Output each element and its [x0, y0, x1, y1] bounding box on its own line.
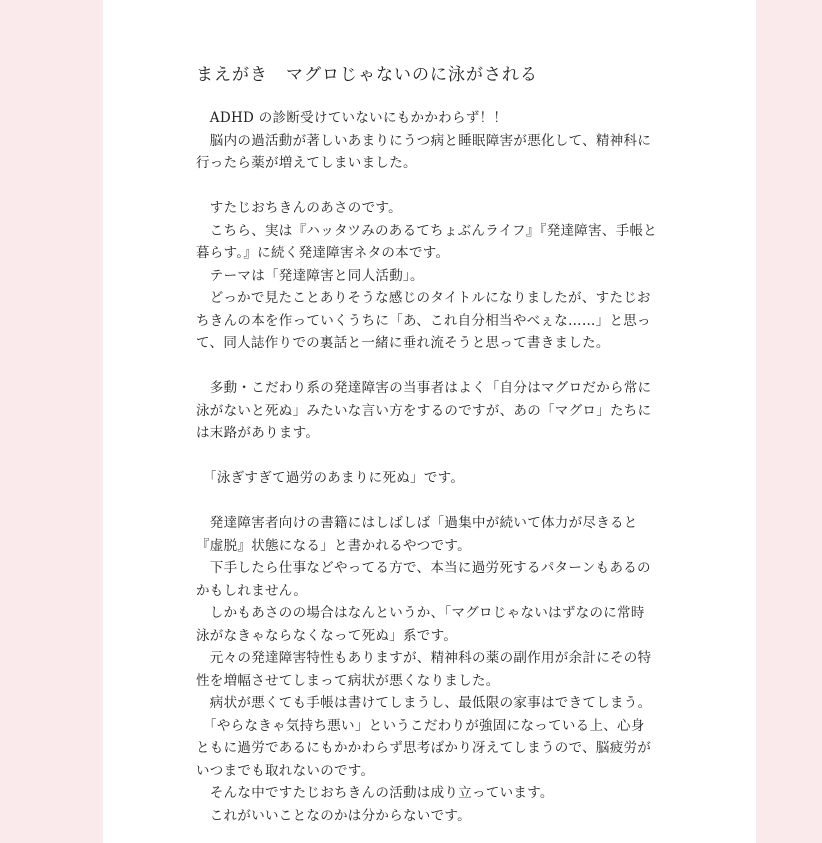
- text-line: 発達障害者向けの書籍にはしばしば「過集中が続いて体力が尽きると: [196, 515, 638, 531]
- text-line: いつまでも取れないのです。: [196, 762, 375, 779]
- text-line: て、同人誌作りでの裏話と一緒に垂れ流そうと思って書きました。: [196, 335, 610, 351]
- text-line: しかもあさのの場合はなんというか、「マグロじゃないはずなのに常時: [196, 605, 645, 621]
- text-line: どっかで見たことありそうな感じのタイトルになりましたが、すたじお: [196, 290, 651, 306]
- text-line: 下手したら仕事などやってる方で、本当に過労死するパターンもあるの: [196, 560, 651, 576]
- paragraph-break: [196, 490, 670, 513]
- paragraph-break: [196, 355, 670, 378]
- text-line: テーマは「発達障害と同人活動」。: [196, 267, 424, 284]
- text-line: 泳がなきゃならなくなって死ぬ」系です。: [196, 627, 458, 644]
- text-line: すたじおちきんのあさのです。: [196, 200, 402, 216]
- text-line: は末路があります。: [196, 425, 320, 441]
- paragraph-break: [196, 175, 670, 198]
- text-line: 「やらなきゃ気持ち悪い」というこだわりが強固になっている上、心身: [196, 717, 645, 734]
- text-line: ともに過労であるにもかかわらず思考ばかり冴えてしまうので、脳疲労が: [196, 740, 652, 756]
- text-line: これがいいことなのかは分からないです。: [196, 807, 471, 824]
- text-line: かもしれません。: [196, 582, 308, 599]
- text-line: 『虚脱』状態になる」と書かれるやつです。: [196, 537, 471, 554]
- text-line: 元々の発達障害特性もありますが、精神科の薬の副作用が余計にその特: [196, 650, 652, 666]
- text-line: こちら、実は『ハッタツみのあるてちょぶんライフ』『発達障害、手帳と: [196, 222, 658, 239]
- document-page: [103, 0, 756, 843]
- text-line: 「泳ぎすぎて過労のあまりに死ぬ」です。: [196, 470, 465, 486]
- text-line: 行ったら薬が増えてしまいました。: [196, 155, 417, 171]
- chapter-title: まえがき マグロじゃないのに泳がされる: [196, 65, 538, 85]
- text-line: 多動・こだわり系の発達障害の当事者はよく「自分はマグロだから常に: [196, 380, 652, 396]
- text-line: 暮らす。』に続く発達障害ネタの本です。: [196, 245, 450, 261]
- paragraph-break: [196, 445, 670, 468]
- text-line: 泳がないと死ぬ」みたいな言い方をするのですが、あの「マグロ」たちに: [196, 402, 652, 419]
- text-line: そんな中ですたじおちきんの活動は成り立っています。: [196, 785, 554, 801]
- text-line: 性を増幅させてしまって病状が悪くなりました。: [196, 672, 500, 689]
- text-line: 病状が悪くても手帳は書けてしまうし、最低限の家事はできてしまう。: [196, 695, 652, 711]
- text-line: ADHD の診断受けていないにもかかわらず！！: [196, 110, 508, 126]
- text-line: 脳内の過活動が著しいあまりにうつ病と睡眠障害が悪化して、精神科に: [196, 132, 652, 149]
- text-line: ちきんの本を作っていくうちに「あ、これ自分相当やべぇな……」と思っ: [196, 312, 651, 329]
- body-text: [196, 107, 670, 827]
